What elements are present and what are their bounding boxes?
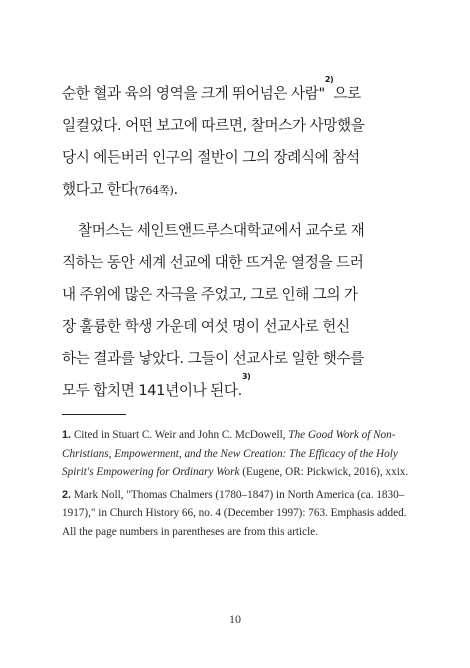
footnote-divider [62,414,126,415]
body-text [62,75,407,407]
footnote-number: 2. [62,488,72,501]
footnotes [62,426,412,546]
page-reference: (764쪽) [134,184,174,197]
body-line [62,372,407,407]
page-number: 10 [229,612,241,626]
footnote-1 [62,426,412,482]
footnote-2 [62,486,412,542]
body-line: 장 훌륭한 학생 가운데 여섯 명이 선교사로 헌신 [62,318,350,335]
footnote-ref-2: 2) [324,75,334,84]
body-line: 직하는 동안 세계 선교에 대한 뜨거운 열정을 드러 [62,254,364,271]
body-text-segment: 했다고 한다 [62,181,135,198]
footnote-ref-3: 3) [241,372,251,381]
body-line: 당시 에든버러 인구의 절반이 그의 장례식에 참석 [62,149,360,166]
footnote-text: Cited in Stuart C. Weir and John C. McDowell, [73,429,289,441]
footnote-text: Mark Noll, "Thomas Chalmers (1780–1847) in North America (ca. 1830–1917)," in Church History 66, no. 4 (December 1997): 763. Emphasis added. All the page numbers in parentheses are from this article. [62,488,407,538]
body-text-segment: 모두 합치면 141년이나 된다. [62,382,242,399]
book-title: The Good Work of Non-Christians, Empowerment, and the New Creation: The Efficacy of the Holy Spirit's Empowering for Ordinary Work [62,429,398,479]
paragraph-gap [62,207,407,215]
footnote-number: 1. [62,429,72,441]
body-line: 일컬었다. 어떤 보고에 따르면, 찰머스가 사망했을 [62,117,365,134]
body-line: 내 주위에 많은 자극을 주었고, 그로 인해 그의 가 [62,286,358,303]
body-text-segment: 순한 혈과 육의 영역을 크게 뛰어넘은 사람" [62,85,325,102]
body-text-segment: 으로 [333,85,361,102]
body-line [62,75,407,110]
body-line: 하는 결과를 낳았다. 그들이 선교사로 일한 햇수를 [62,350,364,367]
body-line [62,174,407,207]
body-text-segment: . [173,181,178,198]
body-line: 찰머스는 세인트앤드루스대학교에서 교수로 재 [78,222,365,239]
footnote-text: (Eugene, OR: Pickwick, 2016), xxix. [239,466,409,479]
